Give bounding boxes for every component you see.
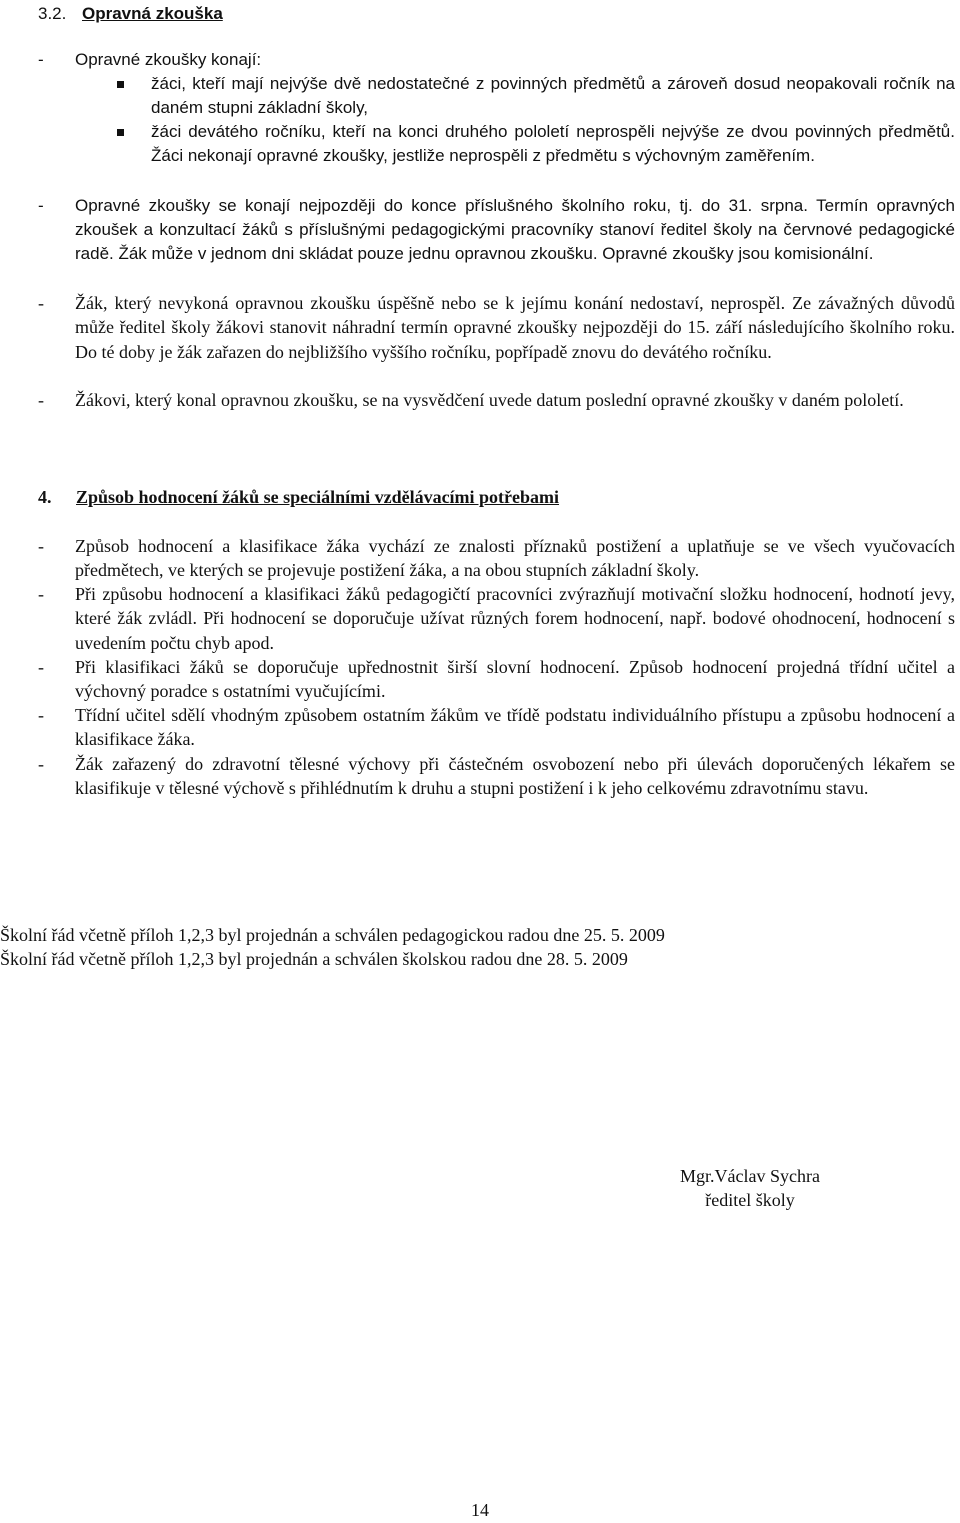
- approval-line: Školní řád včetně příloh 1,2,3 byl projednán a schválen školskou radou dne 28. 5. 2009: [0, 949, 628, 969]
- square-bullet-icon: [117, 81, 124, 88]
- dash-marker: -: [38, 536, 44, 556]
- section-number: 4.: [38, 487, 52, 507]
- dash-marker: -: [38, 293, 44, 313]
- section-heading-3-2: [38, 2, 223, 26]
- dash-marker: -: [38, 705, 44, 725]
- dash-marker: -: [38, 657, 44, 677]
- page-number: 14: [471, 1500, 489, 1520]
- item-text: Opravné zkoušky se konají nejpozději do konce příslušného školního roku, tj. do 31. srpna. Termín opravných zkoušek a konzultací žáků s příslušnými pedagogickými pracovníky stanoví ředitel školy na červnové pedagogické radě. Žák může v jednom dni skládat pouze jednu opravnou zkoušku. Opravné zkoušky jsou komisionální.: [75, 196, 955, 263]
- item-text: Žák zařazený do zdravotní tělesné výchovy při částečném osvobození nebo při úlevách doporučených lékařem se klasifikuje v tělesné výchově s přihlédnutím k druhu a stupni postižení i k jeho celkovému zdravotnímu stavu.: [75, 754, 955, 799]
- dash-marker: -: [38, 50, 44, 69]
- signature-name: Mgr.Václav Sychra: [680, 1166, 820, 1186]
- signature-role: ředitel školy: [705, 1190, 795, 1210]
- bullet-text: žáci devátého ročníku, kteří na konci druhého pololetí neprospěli nejvýše ze dvou povinných předmětů. Žáci nekonají opravné zkoušky, jestliže neprospěli z předmětu s výchovným zaměřením.: [151, 122, 955, 165]
- item-text: Žákovi, který konal opravnou zkoušku, se na vysvědčení uvede datum poslední opravné zkoušky v daném pololetí.: [75, 390, 904, 410]
- approval-line: Školní řád včetně příloh 1,2,3 byl projednán a schválen pedagogickou radou dne 25. 5. 2009: [0, 925, 665, 945]
- item-text: Při způsobu hodnocení a klasifikaci žáků pedagogičtí pracovníci zvýrazňují motivační složku hodnocení, hodnotí jevy, které žák zvládl. Při hodnocení se doporučuje užívat různých forem hodnocení, např. bodové ohodnocení, hodnocení s uvedením počtu chyb apod.: [75, 584, 955, 653]
- square-bullet-icon: [117, 129, 124, 136]
- item-text: Při klasifikaci žáků se doporučuje upřednostnit širší slovní hodnocení. Způsob hodnocení projedná třídní učitel a výchovný poradce s ostatními vyučujícími.: [75, 657, 955, 702]
- item-text: Způsob hodnocení a klasifikace žáka vychází ze znalosti příznaků postižení a uplatňuje se ve všech vyučovacích předmětech, ve kterých se projevuje postižení žáka, a na obou stupních základní školy.: [75, 536, 955, 581]
- section-title: Způsob hodnocení žáků se speciálními vzdělávacími potřebami: [76, 487, 560, 507]
- section-title: Opravná zkouška: [82, 4, 223, 23]
- bullet-text: žáci, kteří mají nejvýše dvě nedostatečné z povinných předmětů a zároveň dosud neopakovali ročník na daném stupni základní školy,: [151, 74, 955, 117]
- dash-marker: -: [38, 390, 44, 410]
- item-text: Třídní učitel sdělí vhodným způsobem ostatním žákům ve třídě podstatu individuálního přístupu a způsobu hodnocení a klasifikace žáka.: [75, 705, 955, 750]
- dash-marker: -: [38, 584, 44, 604]
- dash-marker: -: [38, 196, 44, 215]
- section-number: 3.2.: [38, 4, 67, 23]
- item-text: Žák, který nevykoná opravnou zkoušku úspěšně nebo se k jejímu konání nedostaví, neprospěl. Ze závažných důvodů může ředitel školy žákovi stanovit náhradní termín opravné zkoušky nejpozději do 15. září následujícího školního roku. Do té doby je žák zařazen do nejbližšího vyššího ročníku, popřípadě znovu do devátého ročníku.: [75, 293, 955, 362]
- intro-text: Opravné zkoušky konají:: [75, 50, 262, 69]
- dash-marker: -: [38, 754, 44, 774]
